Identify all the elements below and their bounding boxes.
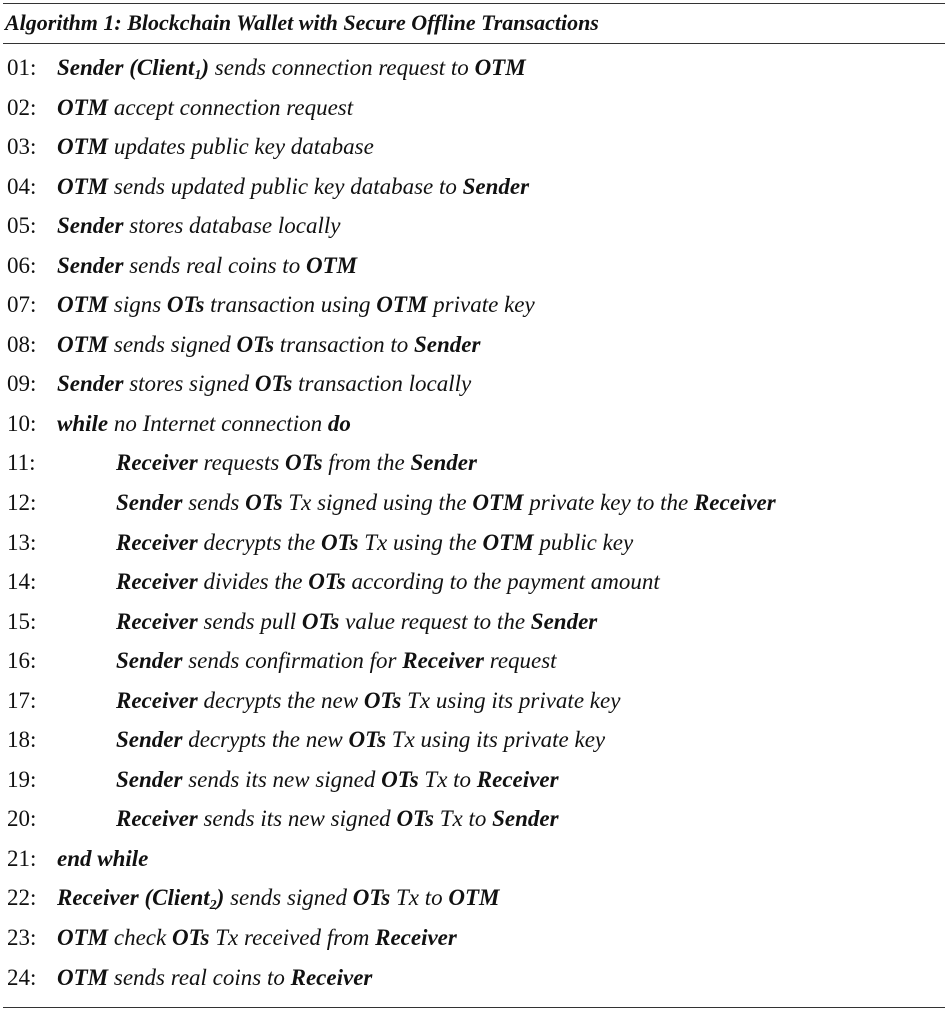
step-fragment: Tx using the	[358, 529, 483, 555]
step-keyword: do	[327, 410, 351, 436]
step-text	[57, 287, 535, 323]
step-number: 20:	[7, 806, 37, 832]
step-text	[57, 841, 148, 877]
step-keyword: OTs	[308, 569, 346, 595]
step-keyword: OTs	[171, 925, 210, 951]
algorithm-step	[3, 683, 945, 723]
step-keyword: Sender	[116, 648, 183, 674]
step-keyword: Sender	[57, 252, 124, 278]
step-fragment: sends its new signed	[182, 766, 382, 792]
step-number: 07:	[7, 292, 37, 318]
step-fragment: Tx signed using the	[282, 490, 473, 516]
algorithm-step	[3, 880, 945, 920]
step-fragment: Tx received from	[209, 925, 376, 951]
step-keyword: OTM	[376, 292, 428, 318]
step-fragment: Tx using its private key	[401, 687, 621, 713]
step-keyword: Receiver	[476, 766, 559, 792]
step-text	[57, 406, 351, 442]
algorithm-step	[3, 287, 945, 327]
step-keyword: OTs	[254, 371, 293, 397]
algorithm-step	[3, 129, 945, 169]
step-fragment: sends real coins to	[108, 964, 291, 990]
algorithm-step	[3, 445, 945, 485]
step-number: 04:	[7, 173, 37, 199]
step-keyword: OTM	[57, 173, 109, 199]
algorithm-step	[3, 643, 945, 683]
step-fragment: Tx using its private key	[386, 727, 606, 753]
step-text	[116, 485, 776, 521]
step-keyword: Sender	[462, 173, 530, 199]
algorithm-step	[3, 960, 945, 1000]
step-text	[116, 604, 597, 640]
step-subscript: 1	[194, 68, 202, 83]
algorithm-step	[3, 50, 945, 90]
step-keyword: Sender	[57, 371, 124, 397]
step-fragment: decrypts the	[197, 529, 321, 555]
step-keyword: )	[216, 885, 225, 911]
step-text	[57, 920, 457, 956]
step-fragment: decrypts the new	[182, 727, 349, 753]
step-number: 10:	[7, 410, 37, 436]
step-fragment: signs	[108, 292, 167, 318]
step-keyword: Sender	[413, 331, 481, 357]
step-keyword: )	[201, 55, 210, 80]
step-keyword: Receiver	[116, 569, 198, 595]
step-number: 23:	[7, 925, 37, 951]
step-number: 16:	[7, 648, 37, 674]
algorithm-step	[3, 762, 945, 802]
step-keyword: Sender	[116, 727, 183, 753]
algorithm-step	[3, 604, 945, 644]
step-fragment: stores database locally	[123, 213, 341, 239]
step-fragment: according to the payment amount	[345, 569, 660, 595]
step-text	[116, 643, 557, 679]
step-fragment: transaction to	[274, 331, 414, 357]
step-keyword: OTs	[285, 450, 323, 476]
step-subscript: 2	[209, 898, 217, 914]
step-text	[57, 129, 374, 165]
step-fragment: updates public key database	[108, 134, 374, 160]
bottom-rule	[3, 1007, 945, 1008]
step-keyword: OTs	[348, 727, 387, 753]
step-keyword: OTM	[57, 292, 109, 318]
algorithm-steps	[3, 44, 945, 999]
step-number: 05:	[7, 213, 37, 239]
step-fragment: sends confirmation for	[182, 648, 403, 674]
step-fragment: sends	[182, 490, 246, 516]
algorithm-step	[3, 366, 945, 406]
step-keyword: Sender	[530, 608, 598, 634]
step-keyword: OTs	[166, 292, 205, 318]
step-text	[57, 50, 526, 86]
step-keyword: OTs	[352, 885, 391, 911]
step-number: 11:	[7, 450, 36, 476]
step-fragment: private key	[427, 292, 535, 318]
step-keyword: Receiver	[116, 806, 198, 832]
step-keyword: Receiver	[693, 490, 776, 516]
step-number: 17:	[7, 687, 37, 713]
step-fragment: Tx to	[418, 766, 477, 792]
step-text	[116, 762, 559, 798]
step-fragment: transaction using	[204, 292, 377, 318]
step-keyword: OTM	[57, 94, 109, 120]
step-number: 22:	[7, 885, 37, 911]
step-text	[57, 880, 500, 916]
step-keyword: Receiver	[402, 648, 484, 674]
step-number: 06:	[7, 252, 37, 278]
step-fragment: Tx to	[390, 885, 449, 911]
algorithm-step	[3, 90, 945, 130]
step-keyword: Sender	[492, 806, 559, 832]
step-keyword: OTs	[396, 806, 434, 832]
step-fragment: request	[483, 648, 557, 674]
step-number: 15:	[7, 608, 37, 634]
step-fragment: sends its new signed	[197, 806, 397, 832]
step-number: 18:	[7, 727, 37, 753]
algorithm-step	[3, 248, 945, 288]
algorithm-step	[3, 485, 945, 525]
step-fragment: check	[108, 925, 172, 951]
step-text	[57, 248, 357, 284]
step-fragment: sends real coins to	[123, 252, 306, 278]
step-fragment: from the	[322, 450, 411, 476]
step-text	[57, 208, 340, 244]
step-keyword: OTM	[57, 134, 109, 160]
algorithm-step	[3, 169, 945, 209]
step-keyword: OTM	[305, 252, 358, 278]
step-text	[57, 366, 471, 402]
step-keyword: while	[57, 410, 109, 436]
step-number: 03:	[7, 134, 37, 160]
step-keyword: Receiver	[375, 925, 457, 951]
algorithm-step	[3, 208, 945, 248]
step-number: 12:	[7, 490, 37, 516]
step-fragment: transaction locally	[292, 371, 472, 397]
step-fragment: sends signed	[108, 331, 237, 357]
step-number: 14:	[7, 569, 37, 595]
step-keyword: Sender	[116, 490, 183, 516]
algorithm-step	[3, 722, 945, 762]
subscript	[210, 898, 217, 913]
step-number: 01:	[7, 55, 37, 80]
step-fragment: private key to the	[523, 490, 694, 516]
step-keyword: OTs	[381, 766, 419, 792]
algorithm-step	[3, 406, 945, 446]
algorithm-step	[3, 801, 945, 841]
step-number: 13:	[7, 529, 37, 555]
algorithm-step	[3, 920, 945, 960]
step-number: 19:	[7, 766, 37, 792]
step-keyword: OTs	[245, 490, 283, 516]
step-number: 08:	[7, 331, 37, 357]
step-keyword: Sender (Client	[57, 55, 195, 80]
step-fragment: stores signed	[123, 371, 255, 397]
step-text	[116, 564, 660, 600]
step-keyword: Sender	[116, 766, 183, 792]
step-keyword: Receiver	[116, 687, 198, 713]
step-text	[116, 722, 605, 758]
step-keyword: Sender	[57, 213, 124, 239]
step-text	[57, 90, 353, 126]
step-keyword: Receiver (Client	[57, 885, 210, 911]
algorithm-step	[3, 841, 945, 881]
step-text	[116, 445, 477, 481]
step-number: 09:	[7, 371, 37, 397]
step-fragment: value request to the	[339, 608, 531, 634]
step-keyword: OTM	[448, 885, 500, 911]
step-fragment: Tx to	[433, 806, 493, 832]
step-text	[57, 960, 372, 996]
step-keyword: end while	[57, 845, 149, 871]
step-fragment: sends signed	[224, 885, 353, 911]
step-fragment: sends connection request to	[209, 55, 475, 80]
step-text	[116, 801, 559, 837]
step-number: 21:	[7, 845, 37, 871]
step-keyword: Receiver	[290, 964, 373, 990]
step-text	[116, 525, 633, 561]
step-keyword: Receiver	[116, 608, 198, 634]
step-fragment: divides the	[197, 569, 309, 595]
step-keyword: Sender	[410, 450, 477, 476]
step-fragment: no Internet connection	[108, 410, 328, 436]
step-fragment: decrypts the new	[197, 687, 364, 713]
algorithm-block	[3, 3, 945, 1008]
step-keyword: Receiver	[116, 450, 198, 476]
step-number: 24:	[7, 964, 37, 990]
step-keyword: OTM	[57, 925, 109, 951]
step-keyword: OTM	[57, 964, 109, 990]
step-text	[116, 683, 620, 719]
step-keyword: Receiver	[116, 529, 198, 555]
algorithm-title: Algorithm 1: Blockchain Wallet with Secure Offline Transactions	[5, 10, 599, 35]
step-text	[57, 327, 480, 363]
step-keyword: OTs	[301, 608, 340, 634]
step-fragment: sends updated public key database to	[108, 173, 463, 199]
step-keyword: OTM	[57, 331, 109, 357]
step-fragment: sends pull	[197, 608, 302, 634]
algorithm-step	[3, 327, 945, 367]
step-keyword: OTs	[363, 687, 402, 713]
algorithm-step	[3, 525, 945, 565]
step-keyword: OTM	[474, 55, 526, 80]
step-text	[57, 169, 529, 205]
algorithm-step	[3, 564, 945, 604]
step-keyword: OTs	[236, 331, 275, 357]
step-number: 02:	[7, 94, 37, 120]
step-keyword: OTM	[472, 490, 524, 516]
step-keyword: OTs	[321, 529, 359, 555]
step-fragment: accept connection request	[108, 94, 354, 120]
step-fragment: public key	[533, 529, 634, 555]
step-keyword: OTM	[482, 529, 534, 555]
step-fragment: requests	[197, 450, 286, 476]
